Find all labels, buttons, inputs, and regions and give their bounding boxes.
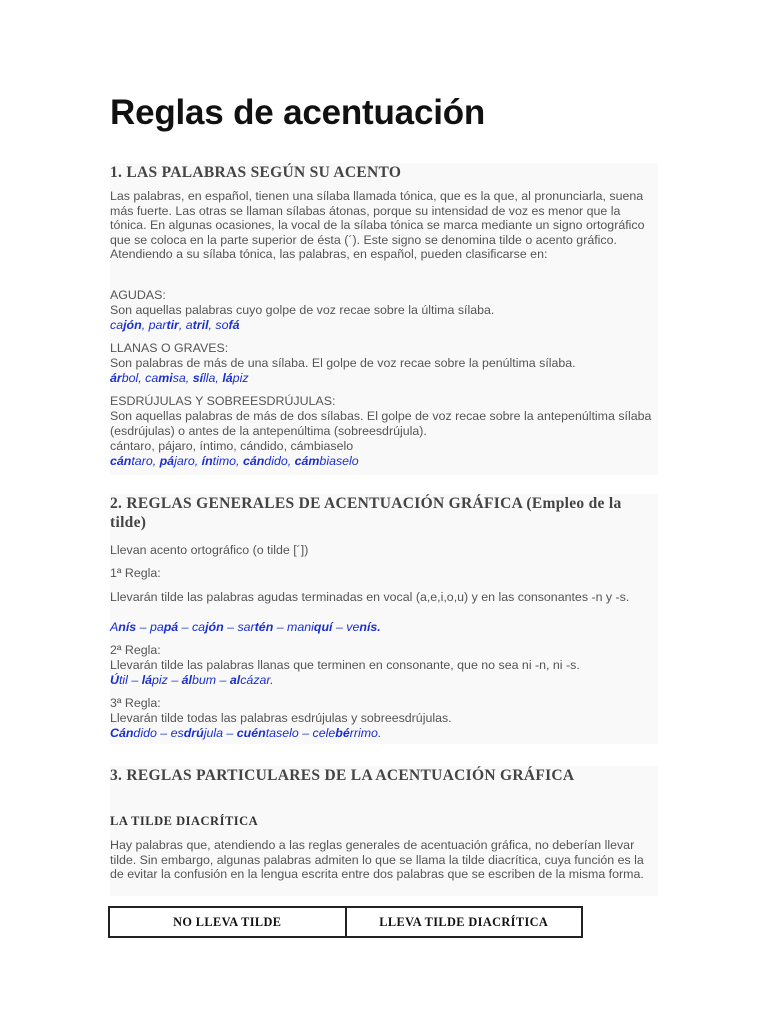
section-3-text: Hay palabras que, atendiendo a las reglas generales de acentuación gráfica, no deberían llevar tilde. Sin embargo, algunas palabras admiten lo que se llama la tilde diacrítica, cuya función es la de evitar la confusión en la lengua escrita entre dos palabras que se escriben de la misma forma.: [110, 838, 644, 881]
rule-1-text: Llevarán tilde las palabras agudas terminadas en vocal (a,e,i,o,u) y en las consonantes -n y -s.: [110, 590, 630, 604]
diacritic-table: [108, 906, 583, 938]
esdrujulas-plain: cántaro, pájaro, íntimo, cándido, cámbiaselo: [110, 439, 354, 453]
section-1-intro: Las palabras, en español, tienen una sílaba llamada tónica, que es la que, al pronunciarla, suena más fuerte. Las otras se llaman sílabas átonas, porque su intensidad de voz es menor que la tónica. En algunas ocasiones, la vocal de la sílaba tónica se marca mediante un signo ortográfico que se coloca en la parte superior de ésta (´). Este signo se denomina tilde o acento gráfico. Atendiendo a su sílaba tónica, las palabras, en español, pueden clasificarse en:: [110, 189, 645, 261]
section-3-heading: 3. REGLAS PARTICULARES DE LA ACENTUACIÓN GRÁFICA: [110, 767, 575, 784]
section-2-heading: 2. REGLAS GENERALES DE ACENTUACIÓN GRÁFICA (Empleo de la tilde): [110, 495, 622, 531]
esdrujulas-examples: cántaro, pájaro, íntimo, cándido, cámbiaselo: [110, 454, 359, 468]
col-lleva-tilde-diacritica: LLEVA TILDE DIACRÍTICA: [379, 914, 549, 929]
llanas-label: LLANAS O GRAVES:: [110, 341, 229, 355]
rule-2-label: 2ª Regla:: [110, 643, 161, 657]
rule-1-examples: Anís – papá – cajón – sartén – maniquí – venís.: [110, 620, 381, 634]
agudas-label: AGUDAS:: [110, 288, 166, 302]
llanas-examples: árbol, camisa, sílla, lápiz: [110, 371, 249, 385]
section-2: [110, 494, 658, 744]
agudas-definition: Son aquellas palabras cuyo golpe de voz recae sobre la última sílaba.: [110, 303, 495, 317]
rule-2-examples: Útil – lápiz – álbum – alcázar.: [110, 673, 274, 687]
rule-2-text: Llevarán tilde las palabras llanas que terminen en consonante, que no sea ni -n, ni -s.: [110, 658, 580, 672]
rule-3-examples: Cándido – esdrújula – cuéntaselo – celebérrimo.: [110, 726, 382, 740]
rule-3-text: Llevarán tilde todas las palabras esdrújulas y sobreesdrújulas.: [110, 711, 452, 725]
llanas-definition: Son palabras de más de una sílaba. El golpe de voz recae sobre la penúltima sílaba.: [110, 356, 576, 370]
table-header-row: [109, 907, 582, 937]
section-1: [110, 163, 658, 475]
section-1-heading: 1. LAS PALABRAS SEGÚN SU ACENTO: [110, 164, 402, 181]
rule-1-label: 1ª Regla:: [110, 566, 161, 580]
section-3: [110, 766, 658, 896]
section-2-intro: Llevan acento ortográfico (o tilde [´]): [110, 543, 309, 557]
agudas-examples: cajón, partir, atril, sofá: [110, 318, 240, 332]
page-title: Reglas de acentuación: [110, 93, 486, 132]
section-3-subheading: LA TILDE DIACRÍTICA: [110, 814, 259, 828]
rule-3-label: 3ª Regla:: [110, 696, 161, 710]
esdrujulas-label: ESDRÚJULAS Y SOBREESDRÚJULAS:: [110, 394, 336, 408]
col-no-lleva-tilde: NO LLEVA TILDE: [109, 907, 346, 937]
esdrujulas-definition: Son aquellas palabras de más de dos sílabas. El golpe de voz recae sobre la antepenúltima sílaba (esdrújulas) o antes de la antepenúltima (sobreesdrújula).: [110, 409, 652, 438]
